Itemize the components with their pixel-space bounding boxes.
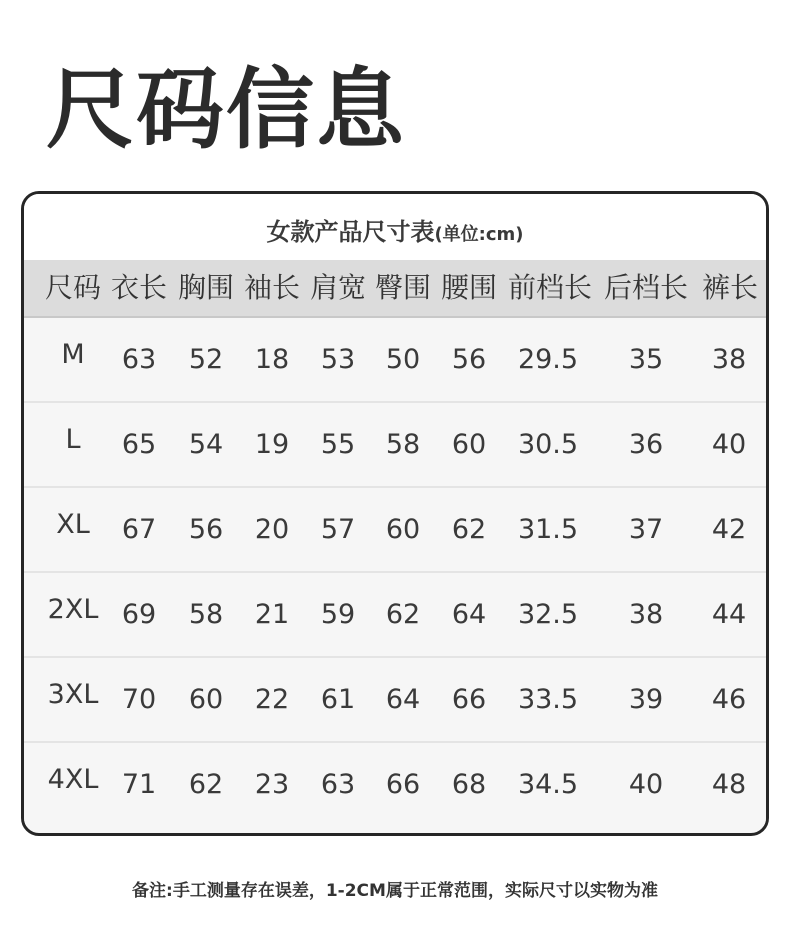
table-cell: 44: [711, 599, 747, 630]
column-header: 臀围: [374, 271, 432, 304]
table-cell: 62: [188, 769, 224, 800]
table-cell: 60: [385, 514, 421, 545]
table-cell: 66: [451, 684, 487, 715]
table-header-row: [24, 260, 766, 318]
table-cell: 64: [451, 599, 487, 630]
table-cell: 62: [451, 514, 487, 545]
column-header: 腰围: [440, 271, 498, 304]
table-cell: 30.5: [517, 429, 579, 460]
column-header: 衣长: [110, 271, 168, 304]
table-cell: 29.5: [517, 344, 579, 375]
table-cell: 40: [628, 769, 664, 800]
table-cell: 58: [188, 599, 224, 630]
column-header: 肩宽: [309, 271, 367, 304]
table-cell: 56: [188, 514, 224, 545]
table-row: [24, 743, 766, 826]
table-cell: 59: [320, 599, 356, 630]
table-cell: 48: [711, 769, 747, 800]
table-row: [24, 403, 766, 488]
table-cell: 56: [451, 344, 487, 375]
table-cell: 62: [385, 599, 421, 630]
table-cell: 57: [320, 514, 356, 545]
table-cell: 60: [188, 684, 224, 715]
table-cell: 22: [254, 684, 290, 715]
table-cell: 20: [254, 514, 290, 545]
table-cell: 55: [320, 429, 356, 460]
table-cell: 70: [121, 684, 157, 715]
table-row: [24, 573, 766, 658]
table-unit: (单位:cm): [434, 224, 524, 245]
table-cell: 31.5: [517, 514, 579, 545]
table-title: [24, 194, 766, 260]
column-header: 胸围: [177, 271, 235, 304]
table-cell: 65: [121, 429, 157, 460]
table-cell: 64: [385, 684, 421, 715]
table-row: [24, 658, 766, 743]
table-cell: 60: [451, 429, 487, 460]
table-cell: 35: [628, 344, 664, 375]
table-cell: 19: [254, 429, 290, 460]
size-cell: XL: [56, 509, 90, 540]
column-header: 裤长: [701, 271, 759, 304]
table-cell: 63: [121, 344, 157, 375]
table-cell: 38: [628, 599, 664, 630]
table-cell: 71: [121, 769, 157, 800]
table-cell: 53: [320, 344, 356, 375]
size-cell: 2XL: [47, 594, 99, 625]
table-cell: 37: [628, 514, 664, 545]
table-cell: 39: [628, 684, 664, 715]
column-header: 袖长: [243, 271, 301, 304]
column-header: 前档长: [507, 271, 593, 304]
size-cell: M: [61, 339, 85, 370]
table-row: [24, 318, 766, 403]
table-cell: 33.5: [517, 684, 579, 715]
table-cell: 63: [320, 769, 356, 800]
column-header: 后档长: [603, 271, 689, 304]
table-cell: 32.5: [517, 599, 579, 630]
table-cell: 21: [254, 599, 290, 630]
table-cell: 38: [711, 344, 747, 375]
size-cell: 3XL: [47, 679, 99, 710]
table-cell: 50: [385, 344, 421, 375]
table-cell: 68: [451, 769, 487, 800]
table-title-text: 女款产品尺寸表: [266, 218, 435, 246]
table-cell: 54: [188, 429, 224, 460]
table-cell: 46: [711, 684, 747, 715]
table-cell: 66: [385, 769, 421, 800]
table-cell: 18: [254, 344, 290, 375]
table-cell: 36: [628, 429, 664, 460]
table-cell: 58: [385, 429, 421, 460]
size-cell: L: [65, 424, 81, 455]
size-cell: 4XL: [47, 764, 99, 795]
table-cell: 67: [121, 514, 157, 545]
table-cell: 42: [711, 514, 747, 545]
table-cell: 52: [188, 344, 224, 375]
column-header: 尺码: [44, 271, 102, 304]
table-cell: 69: [121, 599, 157, 630]
size-table: [21, 191, 769, 836]
table-cell: 34.5: [517, 769, 579, 800]
table-row: [24, 488, 766, 573]
footnote: 备注:手工测量存在误差，1-2CM属于正常范围，实际尺寸以实物为准: [132, 881, 658, 901]
page-title: 尺码信息: [46, 58, 407, 161]
table-cell: 61: [320, 684, 356, 715]
table-cell: 23: [254, 769, 290, 800]
table-cell: 40: [711, 429, 747, 460]
